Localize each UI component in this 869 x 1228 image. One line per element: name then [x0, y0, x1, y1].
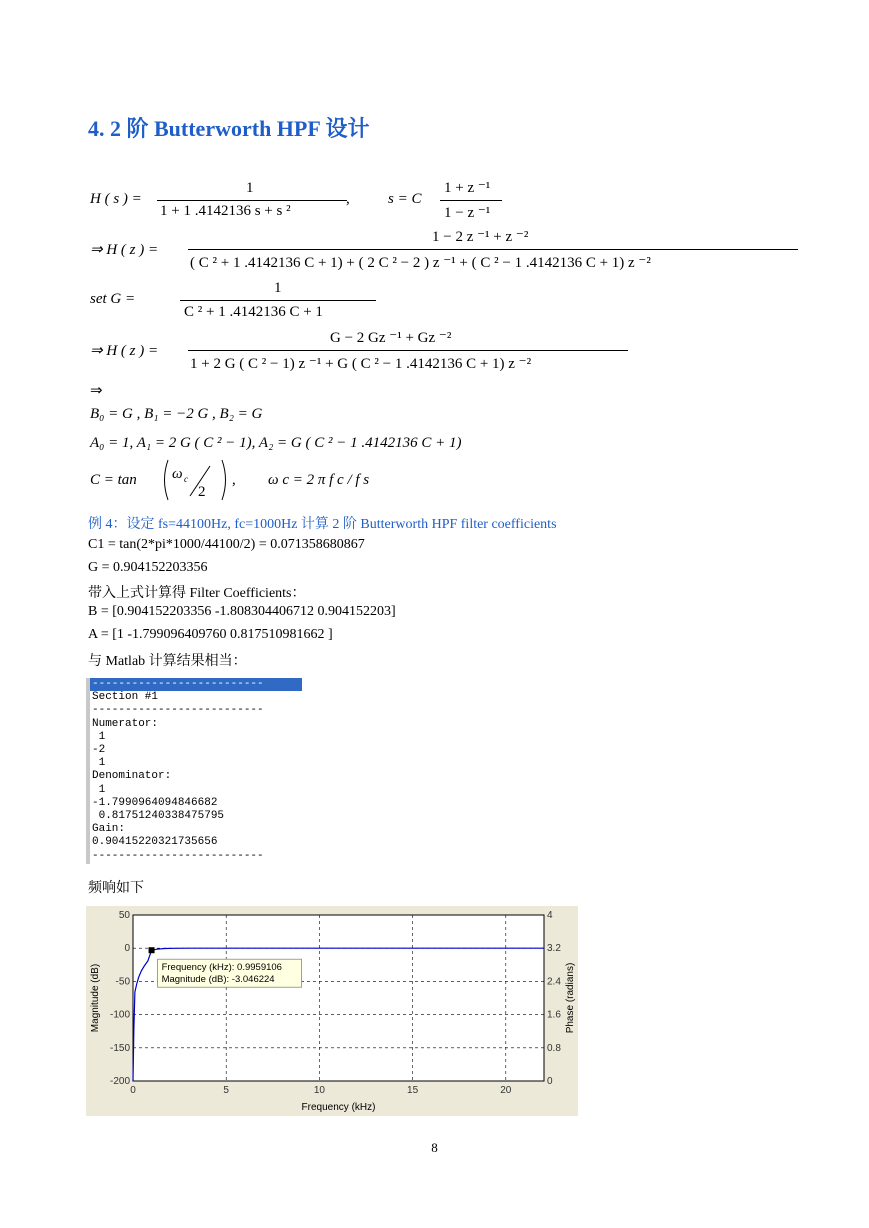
x-tick-label: 15 [407, 1085, 419, 1096]
y-tick-label: 50 [118, 910, 130, 921]
eq-hz2-num: G − 2 Gz ⁻¹ + Gz ⁻² [330, 330, 452, 346]
matlab-line: 0.81751240338475795 [92, 810, 225, 823]
eq-c-two: 2 [198, 484, 206, 500]
frequency-response-chart [86, 906, 578, 1116]
eq-c-comma: , [232, 472, 236, 488]
matlab-line: -------------------------- [92, 704, 264, 717]
eq-hs-lhs: H ( s ) = [90, 191, 142, 207]
y-right-tick-label: 4 [547, 910, 553, 921]
y-right-tick-label: 0.8 [547, 1042, 561, 1054]
example-a: A = [1 -1.799096409760 0.817510981662 ] [88, 627, 333, 642]
y-axis-label: Magnitude (dB) [90, 963, 101, 1033]
x-tick-label: 10 [313, 1085, 325, 1096]
example-intro: 带入上式计算得 Filter Coefficients： [88, 586, 306, 601]
matlab-line: -------------------------- [92, 849, 264, 862]
eq-set-lhs: set G = [90, 291, 136, 307]
matlab-line: -2 [92, 744, 106, 757]
matlab-line: 1 [92, 783, 106, 796]
matlab-line: -1.7990964094846682 [92, 796, 218, 809]
y-right-tick-label: 3.2 [547, 943, 561, 955]
eq-set-num: 1 [274, 280, 282, 296]
example-matlab-note: 与 Matlab 计算结果相当： [88, 654, 247, 669]
eq-c-sub: c [184, 474, 188, 484]
x-axis-label: Frequency (kHz) [301, 1102, 376, 1113]
eq-hs-num: 1 [246, 180, 254, 196]
section-title: 4. 2 阶 Butterworth HPF 设计 [88, 116, 370, 141]
example-g: G = 0.904152203356 [88, 560, 208, 575]
matlab-line: 1 [92, 757, 106, 770]
eq-c-omega: ω [172, 466, 183, 482]
eq-hz1-fraction-bar [188, 249, 798, 250]
eq-implies: ⇒ [90, 383, 103, 399]
eq-set-fraction-bar [180, 300, 376, 301]
eq-wc: ω c = 2 π f c / f s [268, 472, 370, 488]
eq-hz1-num: 1 − 2 z ⁻¹ + z ⁻² [432, 229, 529, 245]
matlab-output-panel [86, 678, 302, 864]
datatip-marker [149, 947, 155, 953]
example-c1: C1 = tan(2*pi*1000/44100/2) = 0.071358680867 [88, 537, 365, 552]
eq-s-lhs: s = C [388, 191, 422, 207]
y-axis-right-label: Phase (radians) [565, 962, 576, 1034]
y-tick-label: -150 [109, 1042, 130, 1054]
page-number: 8 [431, 1140, 438, 1155]
datatip-magnitude: Magnitude (dB): -3.046224 [161, 974, 275, 986]
eq-hs-fraction-bar [157, 200, 347, 201]
plot-area [133, 915, 544, 1081]
matlab-line: Section #1 [92, 691, 159, 704]
eq-c-tan-argument [160, 458, 230, 502]
eq-hs-den: 1 + 1 .4142136 s + s ² [160, 203, 291, 219]
matlab-line: -------------------------- [90, 678, 302, 691]
matlab-line: Denominator: [92, 770, 172, 783]
eq-a-coefficients: A₀ = 1, A₁ = 2 G ( C ² − 1), A₂ = G ( C ² − 1 .4142136 C + 1) [90, 435, 462, 451]
y-tick-label: -100 [109, 1009, 130, 1021]
eq-s-fraction-bar [440, 200, 502, 201]
x-tick-label: 5 [223, 1085, 229, 1096]
x-tick-label: 20 [500, 1085, 512, 1096]
eq-hz1-den: ( C ² + 1 .4142136 C + 1) + ( 2 C ² − 2 ) z ⁻¹ + ( C ² − 1 .4142136 C + 1) z ⁻² [190, 255, 651, 271]
eq-hz2-lhs: ⇒ H ( z ) = [90, 343, 159, 359]
example-heading: 例 4：设定 fs=44100Hz, fc=1000Hz 计算 2 阶 Butterworth HPF filter coefficients [88, 517, 557, 532]
y-tick-label: -50 [115, 976, 130, 988]
eq-s-num: 1 + z ⁻¹ [444, 180, 491, 196]
matlab-line: 1 [92, 730, 106, 743]
example-b: B = [0.904152203356 -1.808304406712 0.904152203] [88, 604, 396, 619]
eq-hz1-lhs: ⇒ H ( z ) = [90, 242, 159, 258]
matlab-line: Numerator: [92, 717, 159, 730]
y-right-tick-label: 0 [547, 1076, 553, 1087]
eq-hz2-den: 1 + 2 G ( C ² − 1) z ⁻¹ + G ( C ² − 1 .4142136 C + 1) z ⁻² [190, 356, 532, 372]
matlab-line: 0.90415220321735656 [92, 836, 218, 849]
eq-b-coefficients: B₀ = G , B₁ = −2 G , B₂ = G [90, 406, 263, 422]
eq-hs-comma: , [346, 191, 350, 207]
eq-set-den: C ² + 1 .4142136 C + 1 [184, 304, 323, 320]
y-right-tick-label: 1.6 [547, 1009, 561, 1021]
x-tick-label: 0 [130, 1085, 136, 1096]
y-right-tick-label: 2.4 [547, 976, 561, 988]
y-tick-label: -200 [109, 1076, 130, 1087]
eq-c-lhs: C = tan [90, 472, 137, 488]
y-tick-label: 0 [124, 943, 130, 955]
datatip-frequency: Frequency (kHz): 0.9959106 [161, 962, 282, 974]
freq-response-caption: 频响如下 [88, 881, 144, 896]
matlab-line: Gain: [92, 823, 126, 836]
eq-hz2-fraction-bar [188, 350, 628, 351]
eq-s-den: 1 − z ⁻¹ [444, 205, 491, 221]
